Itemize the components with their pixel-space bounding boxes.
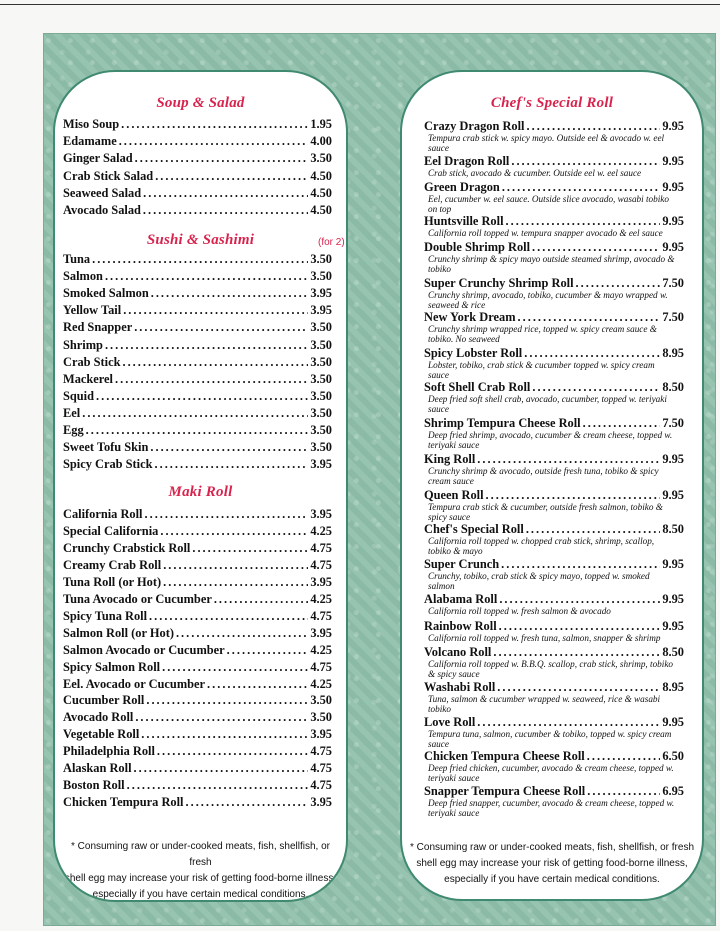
item-price: 3.95 — [310, 625, 332, 640]
item-price: 3.50 — [310, 320, 332, 335]
item-name: Miso Soup — [63, 117, 120, 131]
item-price: 3.50 — [310, 151, 332, 166]
menu-item — [424, 715, 684, 729]
top-rule — [0, 4, 720, 5]
menu-item — [63, 659, 332, 676]
item-price: 3.50 — [310, 405, 332, 420]
dot-leader — [583, 416, 661, 430]
dot-leader — [135, 709, 308, 726]
item-price: 4.25 — [310, 523, 332, 538]
menu-item — [63, 709, 332, 726]
menu-item — [63, 422, 332, 439]
dot-leader — [576, 276, 661, 290]
item-name: Crunchy Crabstick Roll — [63, 540, 191, 555]
menu-item — [424, 180, 684, 194]
item-name: Red Snapper — [63, 320, 133, 335]
dot-leader — [150, 439, 308, 456]
menu-item — [63, 337, 332, 354]
item-price: 9.95 — [662, 488, 684, 502]
menu-item — [63, 625, 332, 642]
item-price: 8.50 — [662, 380, 684, 394]
dot-leader — [186, 794, 309, 811]
menu-item — [424, 749, 684, 763]
menu-item — [63, 150, 332, 167]
dot-leader — [135, 150, 309, 167]
item-price: 4.75 — [310, 744, 332, 759]
dot-leader — [524, 346, 660, 360]
menu-item — [63, 777, 332, 794]
item-price: 3.50 — [310, 693, 332, 708]
disclaimer-line: especially if you have certain medical conditions. — [444, 874, 660, 885]
item-description: Deep fried snapper, cucumber, avocado & cream cheese, topped w. teriyaki sauce — [428, 798, 675, 818]
dot-leader — [486, 488, 661, 502]
dot-leader — [532, 240, 660, 254]
disclaimer-line: * Consuming raw or under-cooked meats, fish, shellfish, or fresh — [70, 841, 330, 868]
item-description: California roll topped w. fresh tuna, salmon, snapper & shrimp — [428, 633, 661, 643]
menu-item — [63, 743, 332, 760]
dot-leader — [502, 180, 660, 194]
item-name: Mackerel — [63, 371, 113, 386]
special-roll-item — [424, 240, 684, 274]
item-price: 3.95 — [310, 727, 332, 742]
menu-item — [63, 794, 332, 811]
menu-item — [63, 185, 332, 202]
item-name: Yellow Tail — [63, 303, 122, 318]
menu-item — [424, 488, 684, 502]
menu-item — [63, 574, 332, 591]
dot-leader — [163, 557, 308, 574]
special-roll-item — [424, 119, 684, 153]
item-name: Queen Roll — [424, 488, 484, 502]
item-description: Crunchy shrimp & spicy mayo outside steamed shrimp, avocado & tobiko — [428, 254, 675, 274]
menu-item — [63, 268, 332, 285]
dot-leader — [143, 185, 308, 202]
item-price: 8.95 — [662, 680, 684, 694]
item-description: California roll topped w. B.B.Q. scallop, crab stick, shrimp, tobiko & spicy sauce — [428, 659, 673, 679]
special-roll-item — [424, 276, 684, 310]
item-price: 3.50 — [310, 269, 332, 284]
item-name: Chicken Tempura Cheese Roll — [424, 749, 585, 763]
item-price: 6.95 — [662, 784, 684, 798]
item-name: Shrimp — [63, 337, 103, 352]
item-price: 4.25 — [310, 591, 332, 606]
item-name: California Roll — [63, 507, 143, 521]
chefs-special-heading: Chef's Special Roll — [490, 95, 614, 111]
item-price: 7.50 — [662, 416, 684, 430]
item-name: Super Crunchy Shrimp Roll — [424, 276, 574, 290]
menu-item — [63, 456, 332, 473]
item-price: 3.50 — [310, 440, 332, 455]
dot-leader — [518, 310, 661, 324]
item-name: Tuna Roll (or Hot) — [63, 574, 162, 589]
item-price: 4.00 — [310, 134, 332, 149]
menu-item — [424, 619, 684, 633]
item-description: Tempura crab stick w. spicy mayo. Outside eel & avocado w. eel sauce — [428, 133, 665, 153]
item-description: California roll topped w. chopped crab stick, shrimp, scallop, tobiko & mayo — [428, 536, 655, 556]
menu-item — [424, 645, 684, 659]
menu-item — [424, 154, 684, 168]
item-name: Tuna — [63, 252, 91, 266]
item-name: Chef's Special Roll — [424, 522, 524, 536]
dot-leader — [155, 168, 308, 185]
right-disclaimer — [410, 840, 694, 888]
special-roll-item — [424, 619, 684, 643]
menu-item — [63, 608, 332, 625]
item-name: Seaweed Salad — [63, 185, 142, 200]
item-price: 6.50 — [662, 749, 684, 763]
item-name: New York Dream — [424, 310, 516, 324]
menu-item — [63, 133, 332, 150]
dot-leader — [214, 591, 308, 608]
item-name: Love Roll — [424, 715, 476, 729]
item-name: Salmon — [63, 269, 103, 284]
item-name: Alaskan Roll — [63, 761, 132, 776]
item-name: Boston Roll — [63, 778, 125, 793]
item-price: 4.75 — [310, 540, 332, 555]
item-description: Lobster, tobiko, crab stick & cucumber topped w. spicy cream sauce — [428, 360, 655, 380]
special-roll-item — [424, 645, 684, 679]
item-price: 4.25 — [310, 642, 332, 657]
dot-leader — [145, 506, 309, 523]
special-roll-item — [424, 180, 684, 214]
item-price: 9.95 — [662, 452, 684, 466]
item-price: 7.50 — [662, 276, 684, 290]
dot-leader — [192, 540, 308, 557]
item-price: 9.95 — [662, 592, 684, 606]
dot-leader — [96, 388, 308, 405]
item-name: Eel — [63, 405, 81, 420]
menu-item — [424, 784, 684, 798]
dot-leader — [105, 268, 308, 285]
item-name: Philadelphia Roll — [63, 744, 155, 759]
item-name: Spicy Salmon Roll — [63, 659, 161, 674]
menu-item — [424, 240, 684, 254]
item-name: Alabama Roll — [424, 592, 498, 606]
item-name: Double Shrimp Roll — [424, 240, 531, 254]
item-name: Spicy Crab Stick — [63, 457, 153, 472]
item-name: Snapper Tempura Cheese Roll — [424, 784, 586, 798]
item-price: 7.50 — [662, 310, 684, 324]
left-menu-panel — [53, 70, 348, 902]
dot-leader — [163, 574, 308, 591]
menu-item — [63, 760, 332, 777]
sushi-sashimi-heading: Sushi & Sashimi — [146, 232, 255, 248]
dot-leader — [155, 456, 309, 473]
menu-item — [63, 692, 332, 709]
menu-item — [63, 354, 332, 371]
menu-item — [424, 452, 684, 466]
special-roll-item — [424, 380, 684, 414]
item-name: Volcano Roll — [424, 645, 492, 659]
item-name: Huntsville Roll — [424, 214, 504, 228]
dot-leader — [143, 202, 308, 219]
dot-leader — [227, 642, 309, 659]
menu-item — [63, 168, 332, 185]
dot-leader — [141, 726, 308, 743]
menu-item — [424, 119, 684, 133]
item-price: 3.95 — [310, 457, 332, 472]
menu-item — [63, 371, 332, 388]
menu-item — [63, 557, 332, 574]
menu-item — [63, 676, 332, 693]
item-price: 8.50 — [662, 645, 684, 659]
dot-leader — [497, 680, 660, 694]
item-description: Crunchy shrimp & avocado, outside fresh tuna, tobiko & spicy cream sauce — [428, 466, 659, 486]
item-description: California roll topped w. tempura snapper avocado & eel sauce — [428, 228, 663, 238]
item-name: Squid — [63, 388, 95, 403]
left-disclaimer — [61, 839, 340, 902]
item-name: Chicken Tempura Roll — [63, 795, 184, 810]
dot-leader — [499, 592, 660, 606]
dot-leader — [477, 715, 660, 729]
dot-leader — [105, 337, 308, 354]
item-name: Rainbow Roll — [424, 619, 497, 633]
menu-item — [63, 642, 332, 659]
special-roll-item — [424, 346, 684, 380]
item-price: 3.50 — [310, 371, 332, 386]
item-name: Eel. Avocado or Cucumber — [63, 676, 206, 691]
menu-item — [424, 310, 684, 324]
dot-leader — [499, 619, 661, 633]
menu-item — [63, 251, 332, 268]
item-price: 1.95 — [310, 117, 332, 131]
disclaimer-line: * Consuming raw or under-cooked meats, fish, shellfish, or fresh — [410, 842, 695, 853]
menu-item — [63, 116, 332, 133]
dot-leader — [82, 405, 308, 422]
item-price: 4.75 — [310, 608, 332, 623]
dot-leader — [157, 743, 308, 760]
dot-leader — [92, 251, 308, 268]
menu-item — [63, 523, 332, 540]
dot-leader — [134, 760, 309, 777]
menu-item — [63, 202, 332, 219]
item-name: Crab Stick Salad — [63, 168, 154, 183]
item-description: Eel, cucumber w. eel sauce. Outside slice avocado, wasabi tobiko on top — [428, 194, 669, 214]
menu-item — [424, 214, 684, 228]
item-price: 3.50 — [310, 388, 332, 403]
item-price: 9.95 — [662, 154, 684, 168]
menu-item — [63, 540, 332, 557]
dot-leader — [506, 214, 661, 228]
dot-leader — [511, 154, 660, 168]
item-description: Crab stick, avocado & cucumber. Outside eel w. eel sauce — [428, 168, 642, 178]
dot-leader — [160, 523, 308, 540]
menu-item — [63, 439, 332, 456]
menu-item — [63, 319, 332, 336]
item-name: Soft Shell Crab Roll — [424, 380, 531, 394]
special-roll-item — [424, 416, 684, 450]
menu-item — [424, 592, 684, 606]
dot-leader — [493, 645, 660, 659]
menu-item — [63, 591, 332, 608]
item-name: Super Crunch — [424, 557, 500, 571]
dot-leader — [207, 676, 308, 693]
dot-leader — [122, 354, 308, 371]
dot-leader — [119, 133, 309, 150]
special-roll-item — [424, 310, 684, 344]
menu-item — [63, 285, 332, 302]
disclaimer-line: shell egg may increase your risk of getting food-borne illness, — [64, 873, 337, 884]
disclaimer-line: shell egg may increase your risk of getting food-borne illness, — [416, 858, 688, 869]
item-description: Deep fried shrimp, avocado, cucumber & cream cheese, topped w. teriyaki sauce — [428, 430, 673, 450]
menu-item — [424, 380, 684, 394]
dot-leader — [127, 777, 309, 794]
item-price: 3.50 — [310, 354, 332, 369]
soup-salad-heading: Soup & Salad — [156, 95, 245, 111]
special-roll-item — [424, 488, 684, 522]
item-name: Spicy Tuna Roll — [63, 608, 148, 623]
item-description: Crunchy shrimp, avocado, tobiko, cucumber & mayo wrapped w. seaweed & rice — [428, 290, 668, 310]
item-name: Washabi Roll — [424, 680, 496, 694]
menu-item — [63, 506, 332, 523]
item-name: Egg — [63, 423, 84, 437]
menu-item — [63, 726, 332, 743]
menu-item — [424, 416, 684, 430]
item-name: Tuna Avocado or Cucumber — [63, 591, 212, 606]
item-name: Avocado Roll — [63, 710, 134, 725]
item-price: 4.75 — [310, 778, 332, 793]
item-description: Tempura crab stick & cucumber, outside fresh salmon, tobiko & spicy sauce — [428, 502, 663, 522]
item-price: 4.75 — [310, 761, 332, 776]
item-price: 9.95 — [662, 119, 684, 133]
item-name: King Roll — [424, 452, 476, 466]
dot-leader — [501, 557, 660, 571]
item-price: 8.95 — [662, 346, 684, 360]
dot-leader — [149, 608, 308, 625]
menu-item — [424, 522, 684, 536]
special-roll-item — [424, 557, 684, 591]
item-name: Crazy Dragon Roll — [424, 119, 525, 133]
dot-leader — [121, 116, 308, 133]
special-roll-item — [424, 784, 684, 818]
dot-leader — [134, 319, 308, 336]
dot-leader — [86, 422, 309, 439]
item-price: 3.50 — [310, 337, 332, 352]
item-price: 4.75 — [310, 557, 332, 572]
dot-leader — [162, 659, 308, 676]
menu-item — [63, 302, 332, 319]
item-price: 9.95 — [662, 240, 684, 254]
disclaimer-line: especially if you have certain medical conditions. — [92, 889, 309, 900]
item-name: Shrimp Tempura Cheese Roll — [424, 416, 581, 430]
item-price: 9.95 — [662, 180, 684, 194]
menu-item — [424, 346, 684, 360]
item-name: Eel Dragon Roll — [424, 154, 510, 168]
item-description: Crunchy shrimp wrapped rice, topped w. spicy cream sauce & tobiko. No seaweed — [428, 324, 657, 344]
dot-leader — [532, 380, 660, 394]
item-price: 8.50 — [662, 522, 684, 536]
special-roll-item — [424, 749, 684, 783]
special-roll-item — [424, 154, 684, 178]
item-price: 3.50 — [310, 423, 332, 437]
item-price: 3.95 — [310, 795, 332, 810]
right-menu-panel — [400, 70, 704, 901]
item-price: 3.50 — [310, 252, 332, 266]
dot-leader — [527, 119, 661, 133]
menu-item — [63, 388, 332, 405]
item-name: Cucumber Roll — [63, 693, 145, 708]
item-price: 3.95 — [310, 507, 332, 521]
dot-leader — [176, 625, 308, 642]
item-name: Ginger Salad — [63, 151, 133, 166]
dot-leader — [123, 302, 308, 319]
menu-item — [424, 276, 684, 290]
special-roll-item — [424, 680, 684, 714]
item-price: 3.50 — [310, 710, 332, 725]
dot-leader — [587, 749, 661, 763]
dot-leader — [526, 522, 660, 536]
special-roll-item — [424, 452, 684, 486]
special-roll-item — [424, 592, 684, 616]
item-name: Creamy Crab Roll — [63, 557, 162, 572]
item-price: 3.95 — [310, 574, 332, 589]
menu-item — [424, 680, 684, 694]
item-price: 4.75 — [310, 659, 332, 674]
item-name: Salmon Roll (or Hot) — [63, 625, 174, 640]
item-price: 9.95 — [662, 619, 684, 633]
special-roll-item — [424, 715, 684, 749]
item-price: 4.50 — [310, 185, 332, 200]
menu-item — [63, 405, 332, 422]
item-name: Special California — [63, 523, 159, 538]
item-price: 9.95 — [662, 557, 684, 571]
dot-leader — [587, 784, 660, 798]
item-price: 3.95 — [310, 303, 332, 318]
item-name: Avocado Salad — [63, 203, 141, 217]
dot-leader — [477, 452, 660, 466]
item-name: Vegetable Roll — [63, 727, 140, 742]
maki-roll-heading: Maki Roll — [168, 484, 233, 500]
item-price: 9.95 — [662, 715, 684, 729]
dot-leader — [151, 285, 309, 302]
item-name: Salmon Avocado or Cucumber — [63, 642, 225, 657]
item-description: Crunchy, tobiko, crab stick & spicy mayo, topped w. smoked salmon — [428, 571, 650, 591]
item-description: California roll topped w. fresh salmon & avocado — [428, 606, 611, 616]
dot-leader — [115, 371, 308, 388]
dot-leader — [146, 692, 308, 709]
item-description: Tuna, salmon & cucumber wrapped w. seaweed, rice & wasabi tobiko — [428, 694, 661, 714]
special-roll-item — [424, 522, 684, 556]
item-description: Deep fried soft shell crab, avocado, cucumber, topped w. teriyaki sauce — [428, 394, 667, 414]
item-description: Tempura tuna, salmon, cucumber & tobiko, topped w. spicy cream sauce — [428, 729, 672, 749]
item-price: 4.50 — [310, 203, 332, 217]
item-name: Sweet Tofu Skin — [63, 440, 149, 455]
special-roll-item — [424, 214, 684, 238]
item-description: Deep fried chicken, cucumber, avocado & cream cheese, topped w. teriyaki sauce — [428, 763, 674, 783]
item-price: 4.25 — [310, 676, 332, 691]
item-price: 3.95 — [310, 286, 332, 301]
item-price: 4.50 — [310, 168, 332, 183]
item-name: Smoked Salmon — [63, 286, 149, 301]
sushi-portion-note: (for 2) — [318, 237, 345, 248]
menu-item — [424, 557, 684, 571]
item-name: Crab Stick — [63, 354, 121, 369]
item-name: Spicy Lobster Roll — [424, 346, 523, 360]
item-name: Edamame — [63, 134, 117, 149]
item-price: 9.95 — [662, 214, 684, 228]
item-name: Green Dragon — [424, 180, 500, 194]
